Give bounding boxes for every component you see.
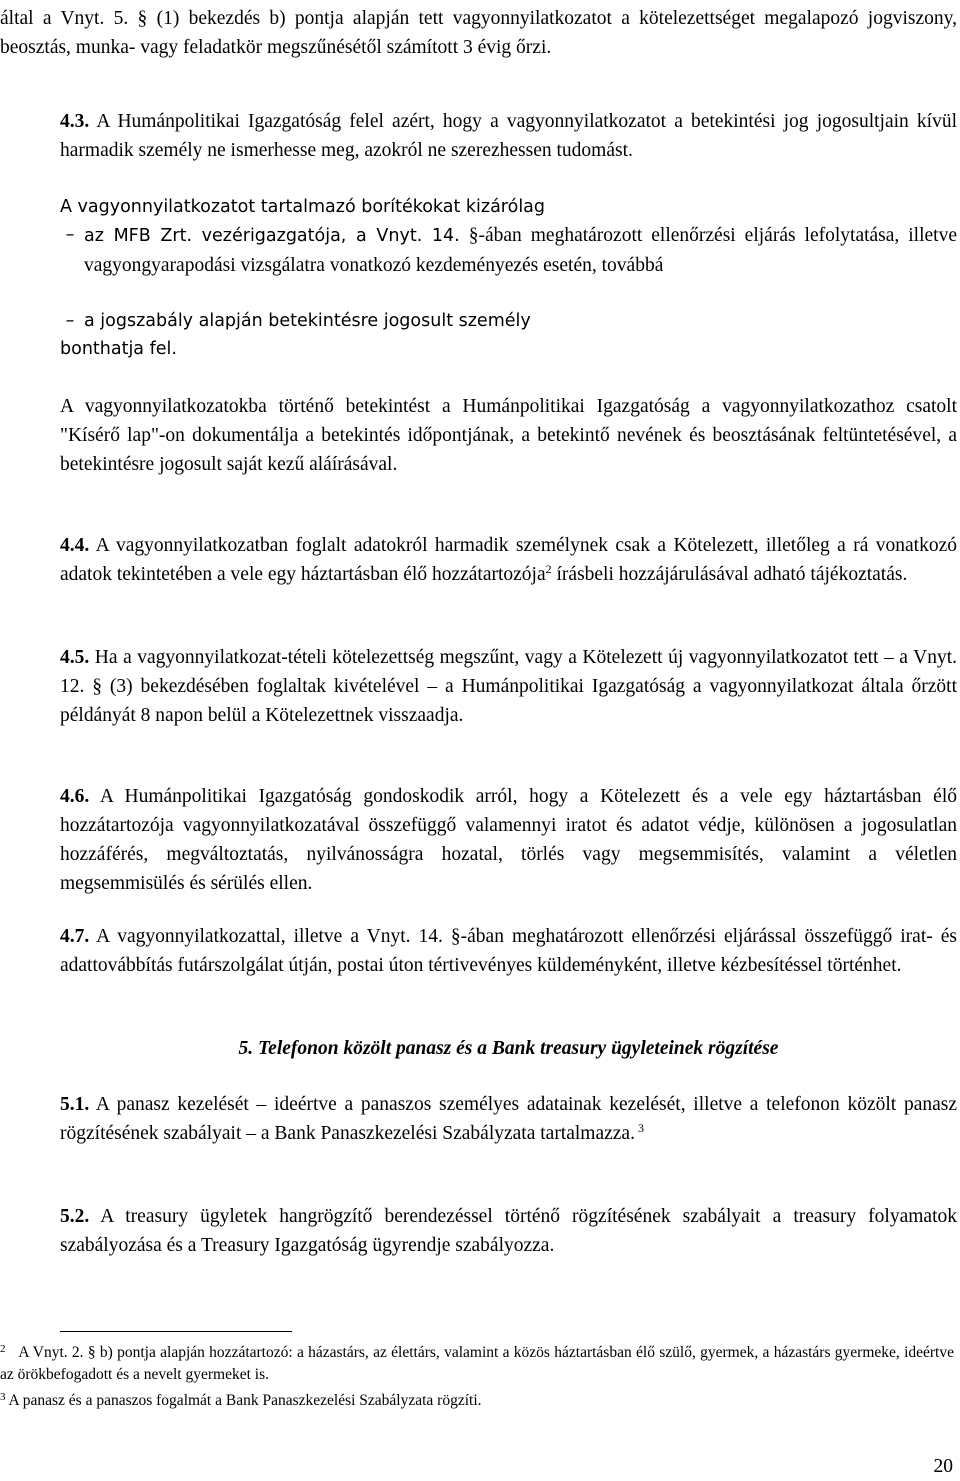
footnote-number: 2 <box>0 1343 6 1355</box>
section-text-cont: írásbeli hozzájárulásával adható tájékoztatás. <box>551 564 908 585</box>
footnote-ref: 3 <box>634 1121 644 1135</box>
section-text: Ha a vagyonnyilatkozat-tételi kötelezettség megszűnt, vagy a Kötelezett új vagyonnyilatkozatot tett – a Vnyt. 12. § (3) bekezdésében foglaltak kivételével – a Humánpolitikai Igazgatóság a vagyonnyilatkozat általa őrzött példányát 8 napon belül a Kötelezettnek visszaadja. <box>60 647 957 726</box>
section-4-3 <box>60 107 957 165</box>
footnote-text: A Vnyt. 2. § b) pontja alapján hozzátartozó: a házastárs, az élettárs, valamint a közös háztartásban élő szülő, gyermek, a házastárs gyermeke, ideértve az örökbefogadott és a nevelt gyermeket is. <box>0 1344 954 1383</box>
section-number: 4.6. <box>60 786 90 807</box>
section-text: A panasz kezelését – ideértve a panaszos személyes adatainak kezelését, illetve a telefonon közölt panasz rögzítésének szabályait – a Bank Panaszkezelési Szabályzata tartalmazza. <box>60 1094 957 1144</box>
list-item-text: az MFB Zrt. vezérigazgatója, a Vnyt. 14. <box>84 226 460 246</box>
section-4-6 <box>60 782 957 898</box>
list-item-text-cont: §-ában meghatározott ellenőrzési eljárás lefolytatása, illetve vagyongyarapodási vizsgálatra vonatkozó kezdeményezés esetén, továbbá <box>84 225 957 276</box>
footnote-separator <box>60 1331 292 1332</box>
envelope-outro: bonthatja fel. <box>60 339 177 359</box>
section-text: A vagyonnyilatkozatban foglalt adatokról harmadik személynek csak a Kötelezett, illetőleg a rá vonatkozó adatok tekintetében a vele egy háztartásban élő hozzátartozója <box>60 535 957 585</box>
dash-bullet: – <box>65 225 75 245</box>
footnote-number: 3 <box>0 1391 6 1403</box>
dash-bullet: – <box>65 311 75 331</box>
section-number: 4.4. <box>60 535 90 556</box>
section-text: A vagyonnyilatkozattal, illetve a Vnyt. 14. §-ában meghatározott ellenőrzési eljárással összefüggő irat- és adattovábbítás futárszolgálat útján, postai úton tértivevényes küldeményként, illetve kézbesítéssel történhet. <box>60 926 957 976</box>
section-4-7 <box>60 922 957 980</box>
section-4-5 <box>60 643 957 730</box>
footnote-3 <box>0 1390 954 1412</box>
section-text: A treasury ügyletek hangrögzítő berendezéssel történő rögzítésének szabályait a treasury folyamatok szabályozása és a Treasury Igazgatóság ügyrendje szabályozza. <box>60 1206 957 1256</box>
list-item <box>60 307 531 336</box>
section-5-1 <box>60 1090 957 1148</box>
footnote-text: A panasz és a panaszos fogalmát a Bank Panaszkezelési Szabályzata rögzíti. <box>5 1392 482 1409</box>
page-number: 20 <box>933 1456 953 1477</box>
envelope-intro: A vagyonnyilatkozatot tartalmazó borítékokat kizárólag <box>60 197 546 217</box>
section-number: 5.1. <box>60 1094 90 1115</box>
footnote-ref: 2 <box>545 562 552 576</box>
list-item <box>60 221 957 281</box>
section-heading-5: 5. Telefonon közölt panasz és a Bank treasury ügyleteinek rögzítése <box>238 1038 779 1059</box>
intro-paragraph: által a Vnyt. 5. § (1) bekezdés b) pontja alapján tett vagyonnyilatkozatot a kötelezettséget megalapozó jogviszony, beosztás, munka- vagy feladatkör megszűnésétől számított 3 évig őrzi. <box>0 8 957 58</box>
section-5-2 <box>60 1202 957 1260</box>
inspection-paragraph: A vagyonnyilatkozatokba történő betekintést a Humánpolitikai Igazgatóság a vagyonnyilatkozathoz csatolt "Kísérő lap"-on dokumentálja a betekintés időpontjának, a betekintő nevének és beosztásának feltüntetésével, a betekintésre jogosult saját kezű aláírásával. <box>60 396 957 475</box>
section-text: A Humánpolitikai Igazgatóság felel azért, hogy a vagyonnyilatkozatot a betekintési jog jogosultjain kívül harmadik személy ne ismerhesse meg, azokról ne szerezhessen tudomást. <box>60 111 957 161</box>
section-number: 4.5. <box>60 647 90 668</box>
section-4-4 <box>60 531 957 589</box>
footnote-2 <box>0 1342 954 1386</box>
section-number: 4.7. <box>60 926 90 947</box>
list-item-text: a jogszabály alapján betekintésre jogosult személy <box>84 311 531 331</box>
section-number: 4.3. <box>60 111 90 132</box>
section-text: A Humánpolitikai Igazgatóság gondoskodik arról, hogy a Kötelezett és a vele egy háztartásban élő hozzátartozója vagyonnyilatkozatával összefüggő valamennyi iratot és adatot védje, különösen a jogosulatlan hozzáférés, megváltoztatás, nyilvánosságra hozatal, törlés vagy megsemmisítés, valamint a véletlen megsemmisülés és sérülés ellen. <box>60 786 957 894</box>
section-number: 5.2. <box>60 1206 90 1227</box>
